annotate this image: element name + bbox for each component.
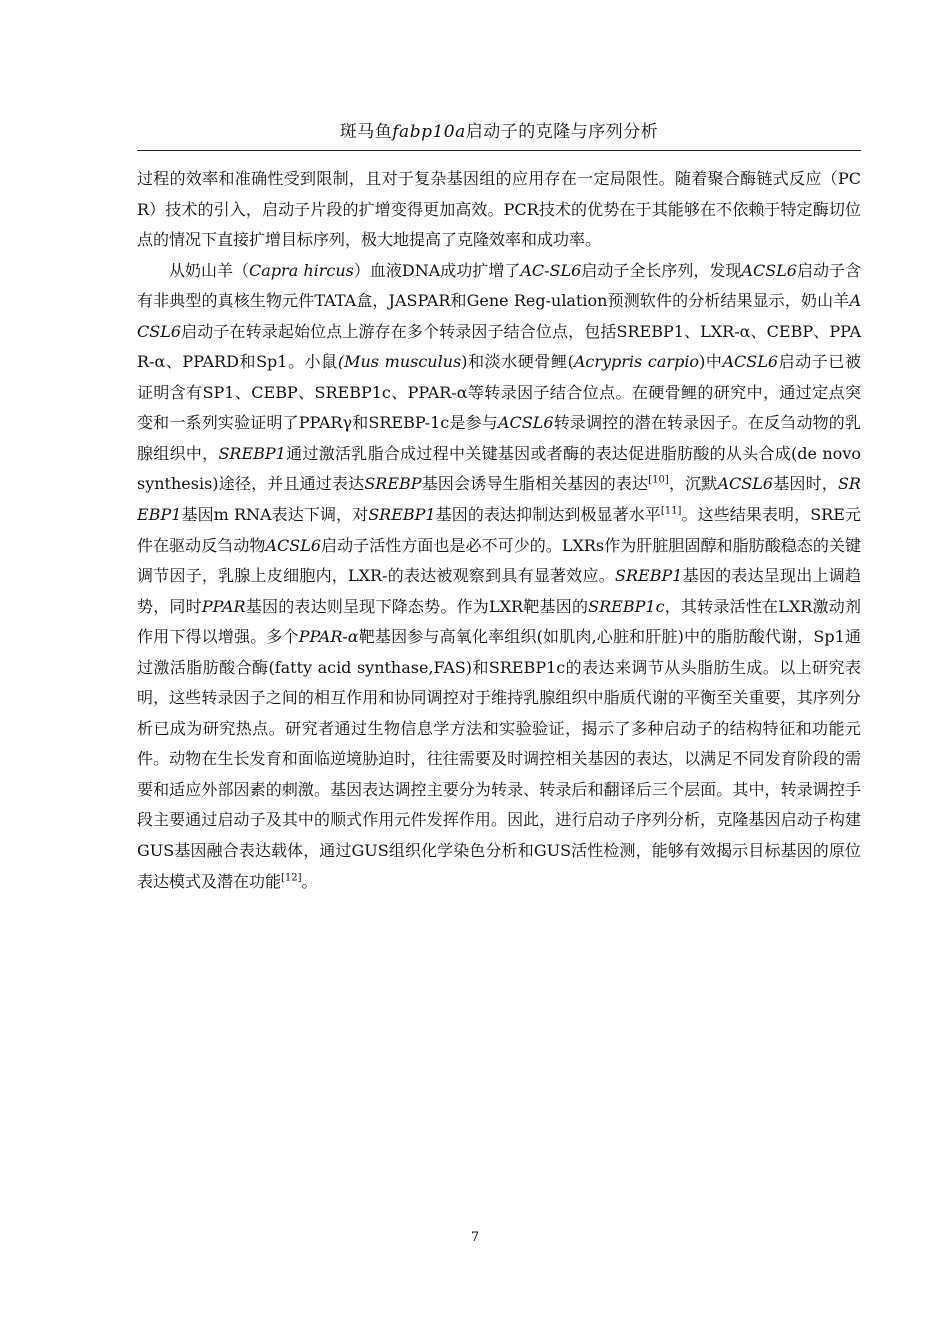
text-run: 基因会诱导生脂相关基因的表达 bbox=[421, 474, 649, 494]
header-gene-name: fabp10a bbox=[392, 122, 466, 142]
text-run: 。 bbox=[301, 871, 318, 891]
body-text bbox=[137, 164, 861, 897]
italic-term: ACSL6 bbox=[265, 535, 321, 555]
italic-term: ACSL6 bbox=[498, 413, 554, 433]
text-run: 基因的表达呈现出上调趋势，同时 bbox=[137, 566, 861, 616]
italic-term: SREBP bbox=[364, 474, 422, 494]
italic-term: AC-SL6 bbox=[520, 260, 582, 280]
text-run: 从奶山羊（ bbox=[169, 260, 250, 280]
text-run: 靶基因参与高氧化率组织(如肌肉,心脏和肝脏)中的脂肪酸代谢，Sp1通过激活脂肪酸合酶(fatty acid synthase,FAS)和SREBP1c的表达来调节从头脂肪生成。以上研究表明，这些转录因子之间的相互作用和协同调控对于维持乳腺组织中脂质代谢的平衡至关重要，其序列分析已成为研究热点。研究者通过生物信息学方法和实验验证，揭示了多种启动子的结构特征和功能元件。动物在生长发育和面临逆境胁迫时，往往需要及时调控相关基因的表达，以满足不同发育阶段的需要和适应外部因素的刺激。基因表达调控主要分为转录、转录后和翻译后三个层面。其中，转录调控手段主要通过启动子及其中的顺式作用元件发挥作用。因此，进行启动子序列分析，克隆基因启动子构建GUS基因融合表达载体，通过GUS组织化学染色分析和GUS活性检测，能够有效揭示目标基因的原位表达模式及潜在功能 bbox=[137, 627, 861, 891]
text-run: 。这些结果表明，SRE元件在驱动反刍动物 bbox=[137, 505, 861, 555]
text-run: 基因时， bbox=[773, 474, 838, 494]
text-run: 通过激活乳脂合成过程中关键基因或者酶的表达促进脂肪酸的从头合成(de novo synthesis)途径，并且通过表达 bbox=[137, 443, 861, 494]
text-run: ，其转录活性在LXR激动剂作用下得以增强。多个 bbox=[137, 596, 861, 647]
citation-ref: [12] bbox=[281, 872, 302, 884]
page-number: 7 bbox=[470, 1230, 480, 1245]
italic-term: PPAR-α bbox=[298, 627, 359, 647]
text-run: ）血液DNA成功扩增了 bbox=[353, 260, 521, 280]
italic-term: (Mus musculus bbox=[337, 352, 462, 372]
text-run: ，沉默 bbox=[668, 474, 718, 494]
italic-term: SREBP1 bbox=[615, 566, 683, 586]
citation-ref: [10] bbox=[648, 475, 669, 487]
text-run: 基因m RNA表达下调，对 bbox=[181, 505, 369, 525]
text-run: )中 bbox=[699, 352, 723, 372]
text-run: 启动子已被证明含有SP1、CEBP、SREBP1c、PPAR-α等转录因子结合位点。在硬骨鲤的研究中，通过定点突变和一系列实验证明了PPARγ和SREBP-1c是参与 bbox=[137, 352, 861, 433]
header-title-prefix: 斑马鱼 bbox=[339, 122, 393, 142]
italic-term: SREBP1 bbox=[218, 443, 286, 463]
text-run: 基因的表达抑制达到极显著水平 bbox=[435, 505, 661, 525]
italic-term: Acrypris carpio bbox=[573, 352, 700, 372]
italic-term: ACSL6 bbox=[741, 260, 797, 280]
paragraph-continuation bbox=[137, 164, 861, 256]
italic-term: ACSL6 bbox=[137, 291, 861, 341]
italic-term: ACSL6 bbox=[722, 352, 779, 372]
text-run: 启动子含有非典型的真核生物元件TATA盒，JASPAR和Gene Reg-ulation预测软件的分析结果显示，奶山羊 bbox=[137, 260, 861, 311]
text-run: 启动子全长序列，发现 bbox=[581, 260, 742, 280]
header-divider bbox=[137, 150, 861, 151]
italic-term: SREBP1 bbox=[368, 505, 436, 525]
italic-term: ACSL6 bbox=[717, 474, 774, 494]
citation-ref: [11] bbox=[660, 505, 682, 517]
paragraph-acsl6-promoter bbox=[137, 256, 861, 897]
text-run: 启动子活性方面也是必不可少的。LXRs作为肝脏胆固醇和脂肪酸稳态的关键调节因子，乳腺上皮细胞内，LXR-的表达被观察到具有显著效应。 bbox=[137, 535, 861, 586]
running-header bbox=[137, 120, 861, 144]
italic-term: Capra hircus bbox=[249, 260, 354, 280]
text-run: 转录调控的潜在转录因子。在反刍动物的乳腺组织中， bbox=[137, 413, 861, 463]
text-run: 过程的效率和准确性受到限制，且对于复杂基因组的应用存在一定局限性。随着聚合酶链式反应（PCR）技术的引入，启动子片段的扩增变得更加高效。PCR技术的优势在于其能够在不依赖于特定酶切位点的情况下直接扩增目标序列，极大地提高了克隆效率和成功率。 bbox=[137, 169, 861, 250]
header-title-suffix: 启动子的克隆与序列分析 bbox=[465, 122, 659, 142]
text-run: )和淡水硬骨鲤( bbox=[461, 352, 574, 372]
italic-term: SREBP1 bbox=[137, 474, 861, 525]
italic-term: PPAR bbox=[201, 596, 246, 616]
text-run: 启动子在转录起始位点上游存在多个转录因子结合位点，包括SREBP1、LXR-α、CEBP、PPAR-α、PPARD和Sp1。小鼠 bbox=[137, 321, 861, 372]
text-run: 基因的表达则呈现下降态势。作为LXR靶基因的 bbox=[245, 596, 589, 616]
italic-term: SREBP1c bbox=[588, 596, 665, 616]
